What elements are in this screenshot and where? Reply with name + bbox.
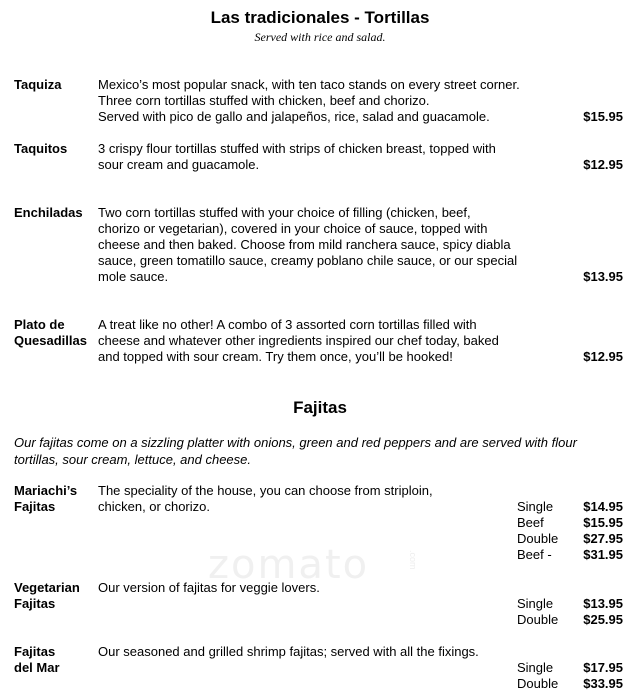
section-title-fajitas: Fajitas [293,398,347,417]
item-description-quesadillas: A treat like no other! A combo of 3 assorted corn tortillas filled with cheese and whatever other ingredients inspired our chef today, baked and topped with sour cream. Try them once, you’ll be hooked! [98,317,499,364]
item-price-quesadillas: $12.95 [583,349,623,364]
item-price-enchiladas: $13.95 [583,269,623,284]
option-label: Beef - [517,547,552,562]
item-description-enchiladas: Two corn tortillas stuffed with your choice of filling (chicken, beef, chorizo or vegetarian), covered in your choice of sauce, topped with cheese and then baked. Choose from mild ranchera sauce, spicy diabla sauce, green tomatillo sauce, creamy poblano chile sauce, or our special mole sauce. [98,205,518,284]
option-price: $13.95 [583,596,623,611]
item-description-mariachis-fajitas: The speciality of the house, you can choose from striploin, chicken, or chorizo. [98,483,433,514]
option-label: Double [517,676,559,691]
option-label: Single [517,499,554,514]
item-description-taquitos: 3 crispy flour tortillas stuffed with strips of chicken breast, topped with sour cream and guacamole. [98,141,496,172]
item-name-fajitas-del-mar: Fajitas del Mar [14,644,60,675]
option-label: Double [517,612,559,627]
item-name-enchiladas: Enchiladas [14,205,83,220]
option-price: $17.95 [583,660,623,675]
option-label: Double [517,531,559,546]
zomato-watermark: zomato [208,542,370,588]
option-label: Beef [517,515,544,530]
section-subtitle-tortillas: Served with rice and salad. [254,30,386,44]
item-description-vegetarian-fajitas: Our version of fajitas for veggie lovers. [98,580,320,595]
section-title-tortillas: Las tradicionales - Tortillas [210,8,430,27]
option-price: $33.95 [583,676,623,691]
item-name-taquitos: Taquitos [14,141,68,156]
item-price-taquiza: $15.95 [583,109,623,124]
item-price-taquitos: $12.95 [583,157,623,172]
item-description-taquiza: Mexico’s most popular snack, with ten taco stands on every street corner. Three corn tortillas stuffed with chicken, beef and chorizo. Served with pico de gallo and jalapeños, rice, salad and guacamole. [98,77,520,124]
option-price: $25.95 [583,612,623,627]
item-description-fajitas-del-mar: Our seasoned and grilled shrimp fajitas; served with all the fixings. [98,644,479,659]
zomato-watermark-suffix: .com [408,550,418,570]
item-name-quesadillas: Plato de Quesadillas [14,317,87,348]
option-price: $15.95 [583,515,623,530]
item-name-taquiza: Taquiza [14,77,62,92]
option-price: $14.95 [583,499,623,514]
fajitas-intro: Our fajitas come on a sizzling platter with onions, green and red peppers and are served with flour tortillas, sour cream, lettuce, and cheese. [14,435,577,467]
item-name-mariachis-fajitas: Mariachi’s Fajitas [14,483,78,514]
option-price: $31.95 [583,547,623,562]
option-price: $27.95 [583,531,623,546]
option-label: Single [517,596,554,611]
item-name-vegetarian-fajitas: Vegetarian Fajitas [14,580,80,611]
option-label: Single [517,660,554,675]
